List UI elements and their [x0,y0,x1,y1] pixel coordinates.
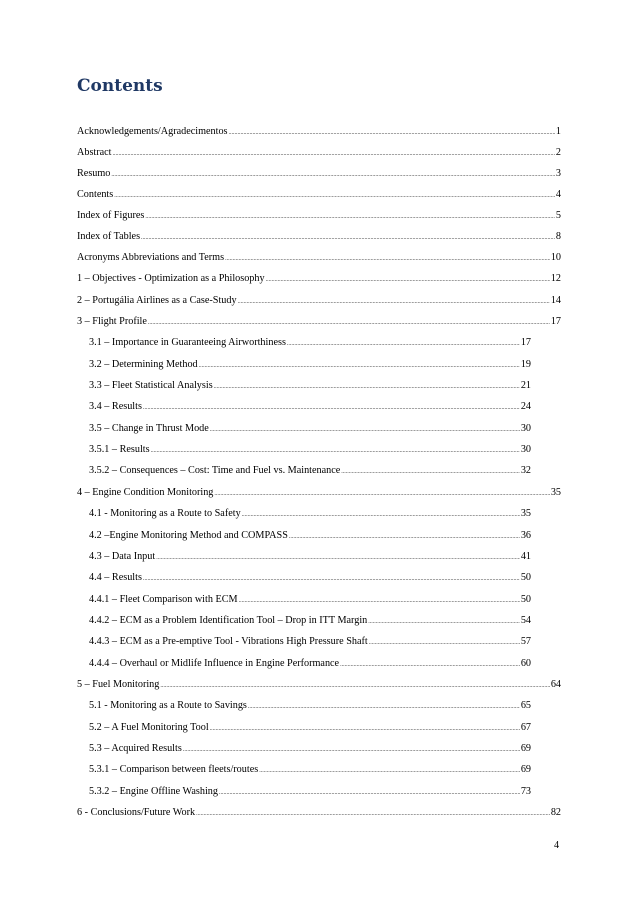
toc-subentry[interactable]: 5.3.2 – Engine Offline Washing ..... 73 [89,784,531,800]
page-title: Contents [77,76,163,96]
toc-entry[interactable]: 6 - Conclusions/Future Work ..... 82 [77,805,561,821]
toc-entry[interactable]: Abstract ..... 2 [77,145,561,161]
toc-subentry[interactable]: 4.4 – Results ..... 50 [89,570,531,586]
toc-entry[interactable]: 4 – Engine Condition Monitoring ..... 35 [77,485,561,501]
toc-subentry[interactable]: 5.2 – A Fuel Monitoring Tool ..... 67 [89,720,531,736]
toc-subentry[interactable]: 3.5 – Change in Thrust Mode ..... 30 [89,421,531,437]
toc-subentry[interactable]: 4.2 –Engine Monitoring Method and COMPASS ..... 36 [89,528,531,544]
toc-subentry[interactable]: 4.4.3 – ECM as a Pre-emptive Tool - Vibrations High Pressure Shaft ..... 57 [89,634,531,650]
toc-entry[interactable]: Index of Tables ..... 8 [77,229,561,245]
toc-subentry[interactable]: 5.3 – Acquired Results ..... 69 [89,741,531,757]
toc-subentry[interactable]: 3.5.1 – Results ..... 30 [89,442,531,458]
toc-subentry[interactable]: 4.4.1 – Fleet Comparison with ECM ..... 50 [89,592,531,608]
toc-entry[interactable]: 5 – Fuel Monitoring ..... 64 [77,677,561,693]
toc-entry[interactable]: 3 – Flight Profile ..... 17 [77,314,561,330]
toc-entry[interactable]: Resumo ..... 3 [77,166,561,182]
toc-subentry[interactable]: 3.3 – Fleet Statistical Analysis ..... 21 [89,378,531,394]
toc-subentry[interactable]: 4.4.4 – Overhaul or Midlife Influence in Engine Performance ..... 60 [89,656,531,672]
toc-subentry[interactable]: 4.3 – Data Input ..... 41 [89,549,531,565]
toc-entry[interactable]: 1 – Objectives - Optimization as a Philosophy ..... 12 [77,271,561,287]
toc-subentry[interactable]: 4.1 - Monitoring as a Route to Safety ..... 35 [89,506,531,522]
toc-subentry[interactable]: 3.4 – Results ..... 24 [89,399,531,415]
toc-entry[interactable]: Contents ..... 4 [77,187,561,203]
toc-subentry[interactable]: 3.2 – Determining Method ..... 19 [89,357,531,373]
toc-entry[interactable]: Acronyms Abbreviations and Terms ..... 10 [77,250,561,266]
page-number: 4 [554,840,560,851]
toc-entry[interactable]: Acknowledgements/Agradecimentos ..... 1 [77,124,561,140]
toc-entry[interactable]: Index of Figures ..... 5 [77,208,561,224]
toc-subentry[interactable]: 5.3.1 – Comparison between fleets/routes ..... 69 [89,762,531,778]
toc-entry[interactable]: 2 – Portugália Airlines as a Case-Study ..... 14 [77,293,561,309]
toc-subentry[interactable]: 3.5.2 – Consequences – Cost: Time and Fuel vs. Maintenance ..... 32 [89,463,531,479]
toc-subentry[interactable]: 4.4.2 – ECM as a Problem Identification Tool – Drop in ITT Margin ..... 54 [89,613,531,629]
toc-subentry[interactable]: 3.1 – Importance in Guaranteeing Airworthiness ..... 17 [89,335,531,351]
toc-subentry[interactable]: 5.1 - Monitoring as a Route to Savings ..... 65 [89,698,531,714]
